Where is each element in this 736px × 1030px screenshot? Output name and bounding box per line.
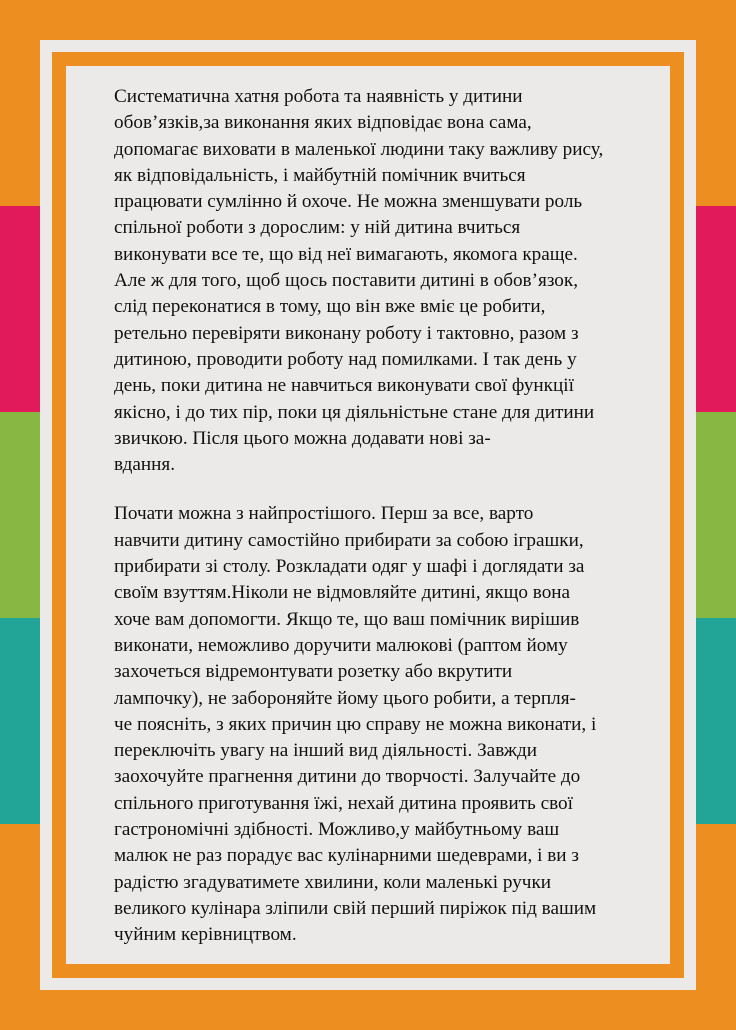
text-line: обов’язків,за виконання яких відповідає вона сама,	[114, 112, 532, 134]
text-line: своїм взуттям.Ніколи не відмовляйте дитині, якщо вона	[114, 582, 571, 604]
text-line: Систематична хатня робота та наявність у дитини	[114, 86, 523, 107]
text-line: дитиною, проводити роботу над помилками. І так день у	[114, 348, 577, 370]
text-line: слід переконатися в тому, що він вже вміє це робити,	[114, 296, 546, 318]
text-line: великого кулінара зліпили свій перший пиріжок під вашим	[114, 897, 597, 919]
outer-frame	[40, 40, 696, 990]
text-line: че поясніть, з яких причин цю справу не можна виконати, і	[114, 713, 597, 735]
inner-frame	[52, 52, 684, 978]
text-line: переключіть увагу на інший вид діяльності. Завжди	[114, 740, 537, 762]
text-line: Але ж для того, щоб щось поставити дитині в обов’язок,	[114, 270, 579, 292]
text-line: лампочку), не забороняйте йому цього робити, а терпля-	[114, 687, 576, 709]
article-text	[86, 84, 666, 949]
text-line: допомагає виховати в маленької людини таку важливу рису,	[114, 138, 604, 160]
text-line: ретельно перевіряти виконану роботу і тактовно, разом з	[114, 322, 579, 344]
paragraph-2	[86, 501, 666, 948]
text-line: спільної роботи з дорослим: у ній дитина вчиться	[114, 217, 521, 239]
text-line: заохочуйте прагнення дитини до творчості. Залучайте до	[114, 766, 581, 788]
text-line: малюк не раз порадує вас кулінарними шедеврами, і ви з	[114, 845, 579, 867]
text-line: Почати можна з найпростішого. Перш за все, варто	[114, 503, 534, 525]
text-line: працювати сумлінно й охоче. Не можна зменшувати роль	[114, 191, 583, 213]
text-line: виконати, неможливо доручити малюкові (раптом йому	[114, 634, 568, 656]
text-line: вдання.	[114, 454, 176, 476]
text-line: день, поки дитина не навчиться виконувати свої функції	[114, 375, 574, 397]
text-line: якісно, і до тих пір, поки ця діяльністьне стане для дитини	[114, 401, 595, 423]
text-line: звичкою. Після цього можна додавати нові за-	[114, 427, 491, 449]
text-line: хоче вам допомогти. Якщо те, що ваш помічник вирішив	[114, 608, 580, 630]
text-line: чуйним керівництвом.	[114, 924, 297, 946]
paragraph-1	[86, 84, 666, 478]
text-panel	[66, 66, 670, 964]
text-line: навчити дитину самостійно прибирати за собою іграшки,	[114, 529, 584, 551]
text-line: захочеться відремонтувати розетку або вкрутити	[114, 661, 513, 683]
text-line: як відповідальність, і майбутній помічник вчиться	[114, 164, 526, 186]
text-line: спільного приготування їжі, нехай дитина проявить свої	[114, 792, 573, 814]
text-line: гастрономічні здібності. Можливо,у майбутньому ваш	[114, 819, 560, 841]
text-line: виконувати все те, що від неї вимагають, якомога краще.	[114, 243, 578, 265]
text-line: прибирати зі столу. Розкладати одяг у шафі і доглядати за	[114, 556, 585, 578]
text-line: радістю згадуватимете хвилини, коли маленькі ручки	[114, 871, 552, 893]
